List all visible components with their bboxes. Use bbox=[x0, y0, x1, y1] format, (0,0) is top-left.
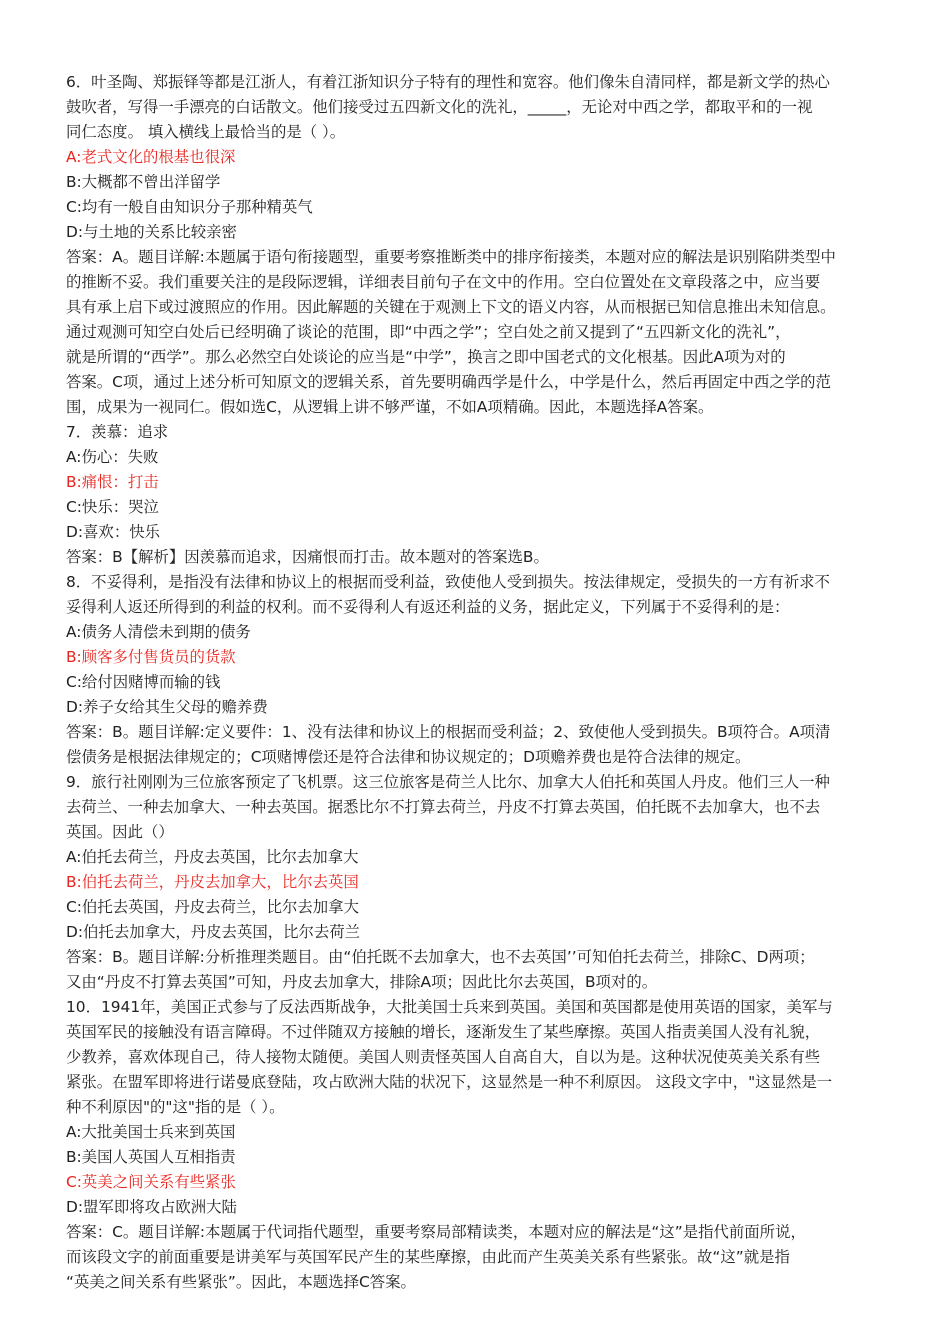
text-line: C:给付因赌博而输的钱 bbox=[66, 673, 221, 691]
text-line: A:伯托去荷兰，丹皮去英国，比尔去加拿大 bbox=[66, 848, 359, 866]
text-line: 答案：B【解析】因羡慕而追求，因痛恨而打击。故本题对的答案选B。 bbox=[66, 548, 549, 566]
text-line: “英美之间关系有些紧张”。因此，本题选择C答案。 bbox=[66, 1273, 416, 1291]
text-line: D:伯托去加拿大，丹皮去英国，比尔去荷兰 bbox=[66, 923, 361, 941]
text-line: 种不利原因"的"这"指的是（ ）。 bbox=[66, 1098, 285, 1116]
text-line: 就是所谓的“西学”。那么必然空白处谈论的应当是“中学”，换言之即中国老式的文化根基。因此A项为对的 bbox=[66, 348, 786, 366]
text-line: 妥得利人返还所得到的利益的权利。而不妥得利人有返还利益的义务，据此定义，下列属于不妥得利的是： bbox=[66, 598, 790, 616]
text-line: 9．旅行社刚刚为三位旅客预定了飞机票。这三位旅客是荷兰人比尔、加拿大人伯托和英国人丹皮。他们三人一种 bbox=[66, 773, 830, 791]
text-line: D:盟军即将攻占欧洲大陆 bbox=[66, 1198, 237, 1216]
text-line: 紧张。在盟军即将进行诺曼底登陆，攻占欧洲大陆的状况下，这显然是一种不利原因。 这段文字中，"这显然是一 bbox=[66, 1073, 833, 1091]
answer-option-highlighted: B:顾客多付售货员的货款 bbox=[66, 648, 236, 666]
text-line: B:大概都不曾出洋留学 bbox=[66, 173, 221, 191]
answer-option-highlighted: B:伯托去荷兰，丹皮去加拿大，比尔去英国 bbox=[66, 873, 359, 891]
text-line: 鼓吹者，写得一手漂亮的白话散文。他们接受过五四新文化的洗礼，_____，无论对中西之学，都取平和的一视 bbox=[66, 98, 813, 116]
text-line: A:伤心：失败 bbox=[66, 448, 159, 466]
text-line: C:均有一般自由知识分子那种精英气 bbox=[66, 198, 313, 216]
text-line: 答案：C。题目详解:本题属于代词指代题型，重要考察局部精读类，本题对应的解法是“这”是指代前面所说， bbox=[66, 1223, 806, 1241]
answer-option-highlighted: A:老式文化的根基也很深 bbox=[66, 148, 236, 166]
text-line: 6．叶圣陶、郑振铎等都是江浙人，有着江浙知识分子特有的理性和宽容。他们像朱自清同样，都是新文学的热心 bbox=[66, 73, 830, 91]
text-line: D:与土地的关系比较亲密 bbox=[66, 223, 237, 241]
text-line: 偿债务是根据法律规定的；C项赌博偿还是符合法律和协议规定的；D项赡养费也是符合法律的规定。 bbox=[66, 748, 751, 766]
text-line: 少教养，喜欢体现自己，待人接物太随便。美国人则责怪英国人自高自大，自以为是。这种状况使英美关系有些 bbox=[66, 1048, 821, 1066]
text-line: C:伯托去英国，丹皮去荷兰，比尔去加拿大 bbox=[66, 898, 359, 916]
text-line: 围，成果为一视同仁。假如选C，从逻辑上讲不够严谨，不如A项精确。因此，本题选择A答案。 bbox=[66, 398, 714, 416]
text-line: 答案：B。题目详解:定义要件：1、没有法律和协议上的根据而受利益；2、致使他人受到损失。B项符合。A项清 bbox=[66, 723, 831, 741]
text-line: 英国军民的接触没有语言障碍。不过伴随双方接触的增长，逐渐发生了某些摩擦。英国人指责美国人没有礼貌， bbox=[66, 1023, 821, 1041]
text-line: D:养子女给其生父母的赡养费 bbox=[66, 698, 268, 716]
text-line: C:快乐：哭泣 bbox=[66, 498, 159, 516]
text-line: 10．1941年，美国正式参与了反法西斯战争，大批美国士兵来到英国。美国和英国都是使用英语的国家，美军与 bbox=[66, 998, 833, 1016]
text-line: 具有承上启下或过渡照应的作用。因此解题的关键在于观测上下文的语义内容，从而根据已知信息推出未知信息。 bbox=[66, 298, 836, 316]
text-line: 去荷兰、一种去加拿大、一种去英国。据悉比尔不打算去荷兰，丹皮不打算去英国，伯托既不去加拿大，也不去 bbox=[66, 798, 821, 816]
text-line: 同仁态度。 填入横线上最恰当的是（ ）。 bbox=[66, 123, 346, 141]
text-line: 而该段文字的前面重要是讲美军与英国军民产生的某些摩擦，由此而产生英美关系有些紧张。故“这”就是指 bbox=[66, 1248, 790, 1266]
text-line: 又由“丹皮不打算去英国”可知，丹皮去加拿大，排除A项；因此比尔去英国，B项对的。 bbox=[66, 973, 658, 991]
text-line: 答案：A。题目详解:本题属于语句衔接题型，重要考察推断类中的排序衔接类，本题对应的解法是识别陷阱类型中 bbox=[66, 248, 836, 266]
text-line: 8．不妥得利，是指没有法律和协议上的根据而受利益，致使他人受到损失。按法律规定，受损失的一方有祈求不 bbox=[66, 573, 830, 591]
text-line: B:美国人英国人互相指责 bbox=[66, 1148, 236, 1166]
text-line: 7．羡慕：追求 bbox=[66, 423, 169, 441]
answer-option-highlighted: C:英美之间关系有些紧张 bbox=[66, 1173, 236, 1191]
text-line: 答案：B。题目详解:分析推理类题目。由“伯托既不去加拿大，也不去英国’’可知伯托去荷兰，排除C、D两项； bbox=[66, 948, 815, 966]
text-line: A:大批美国士兵来到英国 bbox=[66, 1123, 236, 1141]
text-line: A:债务人清偿未到期的债务 bbox=[66, 623, 251, 641]
answer-option-highlighted: B:痛恨：打击 bbox=[66, 473, 159, 491]
text-line: D:喜欢：快乐 bbox=[66, 523, 160, 541]
text-line: 的推断不妥。我们重要关注的是段际逻辑，详细表目前句子在文中的作用。空白位置处在文章段落之中，应当要 bbox=[66, 273, 821, 291]
text-line: 英国。因此（） bbox=[66, 823, 174, 841]
text-line: 答案。C项，通过上述分析可知原文的逻辑关系，首先要明确西学是什么，中学是什么，然后再固定中西之学的范 bbox=[66, 373, 831, 391]
text-line: 通过观测可知空白处后已经明确了谈论的范围，即“中西之学”；空白处之前又提到了“五四新文化的洗礼”， bbox=[66, 323, 791, 341]
